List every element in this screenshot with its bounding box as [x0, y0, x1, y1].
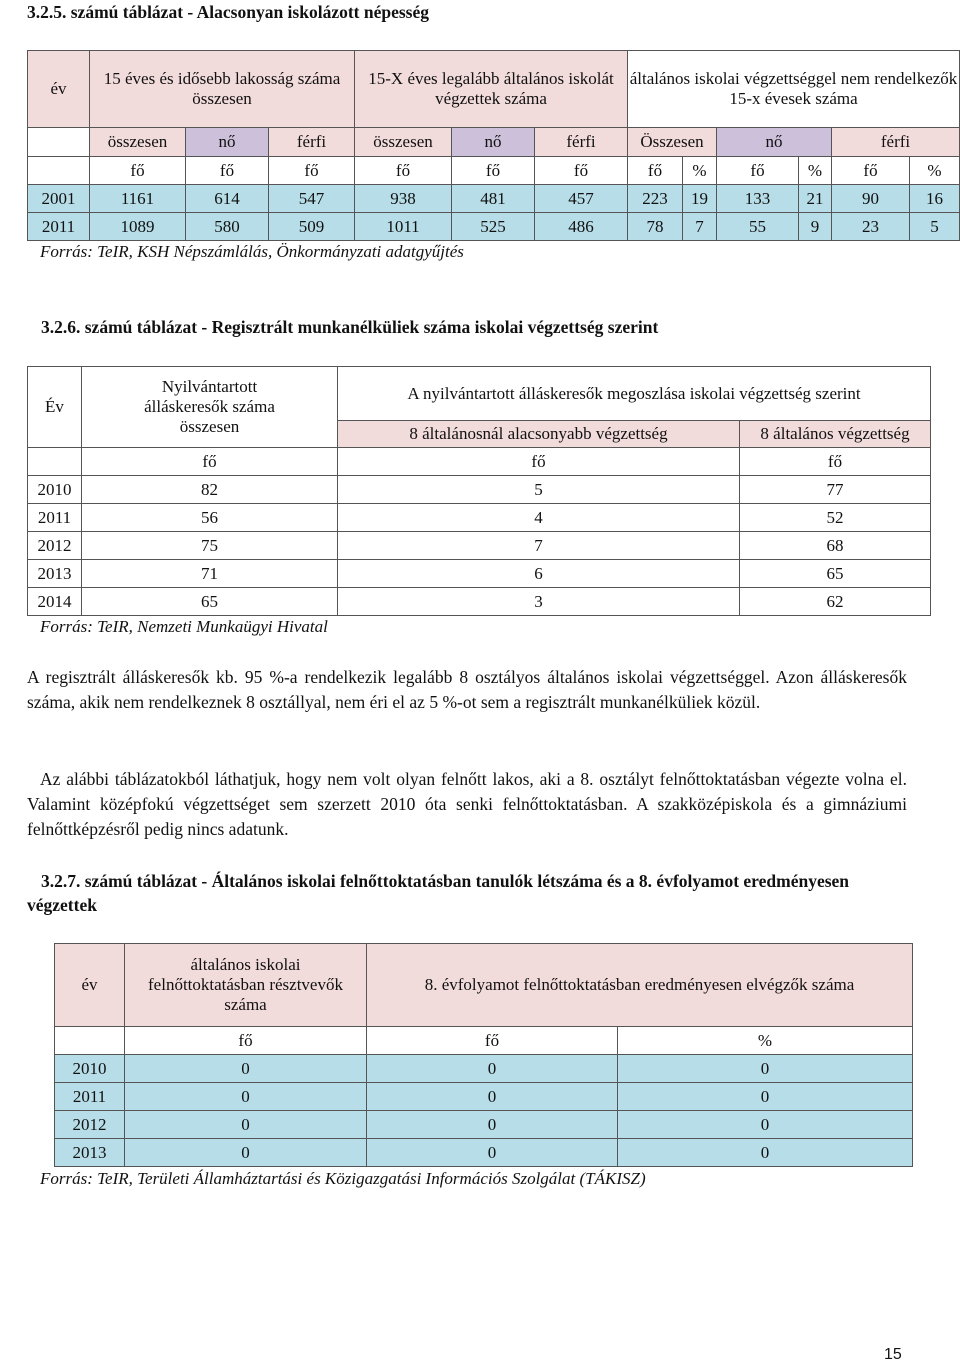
unit-cell: fő — [186, 157, 269, 185]
cell-year: 2010 — [55, 1055, 125, 1083]
cell: 9 — [799, 213, 832, 241]
cell: 16 — [910, 185, 960, 213]
empty-cell — [28, 448, 82, 476]
cell: 56 — [82, 504, 338, 532]
table3-source: Forrás: TeIR, Területi Államháztartási és Közigazgatási Információs Szolgálat (TÁKISZ) — [40, 1169, 646, 1188]
table-row — [28, 560, 931, 588]
subheader-cell: nő — [717, 128, 832, 157]
cell: 580 — [186, 213, 269, 241]
table1-title: 3.2.5. számú táblázat - Alacsonyan iskolázott népesség — [27, 2, 430, 22]
table3-title: 3.2.7. számú táblázat - Általános iskolai felnőttoktatásban tanulók létszáma és a 8. évfolyamot eredményesen végzettek — [27, 871, 850, 915]
paragraph-2: Az alábbi táblázatokból láthatjuk, hogy nem volt olyan felnőtt lakos, aki a 8. osztályt felnőttoktatásban végezte volna el. Valamint középfokú végzettséget sem szerzett 2010 óta senki felnőttoktatásban. A szakközépiskola és a gimnáziumi felnőttképzésről pedig nincs adatunk. — [27, 769, 907, 839]
header-ev: év — [55, 944, 125, 1027]
subheader-cell: férfi — [535, 128, 628, 157]
header-osszesen: Nyilvántartott álláskeresők száma összesen — [82, 367, 338, 448]
unit-cell: fő — [367, 1027, 618, 1055]
unit-cell: % — [799, 157, 832, 185]
table-row — [28, 532, 931, 560]
header-megoszlas: A nyilvántartott álláskeresők megoszlása iskolai végzettség szerint — [338, 367, 931, 421]
cell: 4 — [338, 504, 740, 532]
cell: 62 — [740, 588, 931, 616]
empty-cell — [28, 128, 90, 157]
cell: 65 — [740, 560, 931, 588]
cell: 68 — [740, 532, 931, 560]
cell: 52 — [740, 504, 931, 532]
header-lakossag: 15 éves és idősebb lakosság száma összesen — [90, 51, 355, 128]
units-row — [28, 157, 960, 185]
table-row — [28, 185, 960, 213]
header-alacsonyabb: 8 általánosnál alacsonyabb végzettség — [338, 421, 740, 448]
cell-year: 2010 — [28, 476, 82, 504]
subheader-cell: összesen — [355, 128, 452, 157]
cell: 3 — [338, 588, 740, 616]
header-ev: Év — [28, 367, 82, 448]
unit-cell: % — [683, 157, 717, 185]
table-unemployed — [27, 366, 931, 616]
table-row — [55, 1055, 913, 1083]
table-low-educated — [27, 50, 960, 241]
subheader-cell: férfi — [832, 128, 960, 157]
cell: 509 — [269, 213, 355, 241]
cell: 5 — [910, 213, 960, 241]
units-row — [28, 448, 931, 476]
cell: 0 — [367, 1111, 618, 1139]
unit-cell: % — [910, 157, 960, 185]
cell: 1011 — [355, 213, 452, 241]
cell-year: 2012 — [28, 532, 82, 560]
cell: 547 — [269, 185, 355, 213]
cell-year: 2011 — [28, 213, 90, 241]
empty-cell — [55, 1027, 125, 1055]
cell: 223 — [628, 185, 683, 213]
cell: 614 — [186, 185, 269, 213]
table1-source: Forrás: TeIR, KSH Népszámlálás, Önkormányzati adatgyűjtés — [40, 242, 464, 261]
subheader-cell: nő — [452, 128, 535, 157]
cell-year: 2011 — [28, 504, 82, 532]
table-row — [28, 588, 931, 616]
header-nem-rendelkezok: általános iskolai végzettséggel nem rendelkezők 15-x évesek száma — [628, 51, 960, 128]
subheader-cell: nő — [186, 128, 269, 157]
cell: 0 — [125, 1139, 367, 1167]
cell: 75 — [82, 532, 338, 560]
cell-year: 2001 — [28, 185, 90, 213]
cell: 5 — [338, 476, 740, 504]
cell: 457 — [535, 185, 628, 213]
cell: 0 — [125, 1055, 367, 1083]
cell: 486 — [535, 213, 628, 241]
unit-cell: fő — [628, 157, 683, 185]
cell: 19 — [683, 185, 717, 213]
header-resztvevok: általános iskolai felnőttoktatásban résztvevők száma — [125, 944, 367, 1027]
table-row — [28, 476, 931, 504]
cell: 0 — [125, 1111, 367, 1139]
cell: 7 — [338, 532, 740, 560]
cell: 0 — [367, 1139, 618, 1167]
page-number: 15 — [884, 1346, 902, 1363]
cell: 525 — [452, 213, 535, 241]
table-adult-education — [54, 943, 913, 1167]
cell: 78 — [628, 213, 683, 241]
cell: 7 — [683, 213, 717, 241]
cell-year: 2013 — [28, 560, 82, 588]
cell: 71 — [82, 560, 338, 588]
unit-cell: fő — [269, 157, 355, 185]
unit-cell: fő — [90, 157, 186, 185]
unit-cell: fő — [82, 448, 338, 476]
cell-year: 2011 — [55, 1083, 125, 1111]
cell: 0 — [618, 1083, 913, 1111]
cell: 82 — [82, 476, 338, 504]
cell: 55 — [717, 213, 799, 241]
table-row — [55, 1083, 913, 1111]
unit-cell: fő — [452, 157, 535, 185]
cell: 0 — [125, 1083, 367, 1111]
table2-source: Forrás: TeIR, Nemzeti Munkaügyi Hivatal — [40, 617, 328, 636]
unit-cell: fő — [832, 157, 910, 185]
cell-year: 2014 — [28, 588, 82, 616]
header-8-altalanos: 8 általános végzettség — [740, 421, 931, 448]
unit-cell: fő — [717, 157, 799, 185]
header-ev: év — [28, 51, 90, 128]
cell: 90 — [832, 185, 910, 213]
cell: 6 — [338, 560, 740, 588]
table2-title: 3.2.6. számú táblázat - Regisztrált munkanélküliek száma iskolai végzettség szerint — [41, 317, 659, 337]
cell: 0 — [367, 1055, 618, 1083]
unit-cell: fő — [125, 1027, 367, 1055]
units-row — [55, 1027, 913, 1055]
unit-cell: fő — [355, 157, 452, 185]
cell: 133 — [717, 185, 799, 213]
cell: 1089 — [90, 213, 186, 241]
header-vegzettek: 15-X éves legalább általános iskolát végzettek száma — [355, 51, 628, 128]
subheader-row — [28, 128, 960, 157]
table-row — [28, 213, 960, 241]
table-row — [28, 504, 931, 532]
unit-cell: fő — [535, 157, 628, 185]
cell: 65 — [82, 588, 338, 616]
unit-cell: fő — [338, 448, 740, 476]
subheader-cell: férfi — [269, 128, 355, 157]
subheader-cell: összesen — [90, 128, 186, 157]
empty-cell — [28, 157, 90, 185]
cell: 1161 — [90, 185, 186, 213]
cell: 481 — [452, 185, 535, 213]
unit-cell: fő — [740, 448, 931, 476]
cell: 0 — [618, 1139, 913, 1167]
unit-cell: % — [618, 1027, 913, 1055]
cell-year: 2012 — [55, 1111, 125, 1139]
cell: 0 — [618, 1055, 913, 1083]
cell: 0 — [618, 1111, 913, 1139]
subheader-cell: Összesen — [628, 128, 717, 157]
cell: 0 — [367, 1083, 618, 1111]
cell: 938 — [355, 185, 452, 213]
cell: 21 — [799, 185, 832, 213]
table-row — [55, 1139, 913, 1167]
cell-year: 2013 — [55, 1139, 125, 1167]
cell: 23 — [832, 213, 910, 241]
cell: 77 — [740, 476, 931, 504]
table-row — [55, 1111, 913, 1139]
header-elvegzok: 8. évfolyamot felnőttoktatásban eredményesen elvégzők száma — [367, 944, 913, 1027]
paragraph-1: A regisztrált álláskeresők kb. 95 %-a rendelkezik legalább 8 osztályos általános iskolai végzettséggel. Azon álláskeresők száma, akik nem rendelkeznek 8 osztállyal, nem éri el az 5 %-ot sem a regisztrált munkanélküliek közül. — [27, 667, 907, 712]
